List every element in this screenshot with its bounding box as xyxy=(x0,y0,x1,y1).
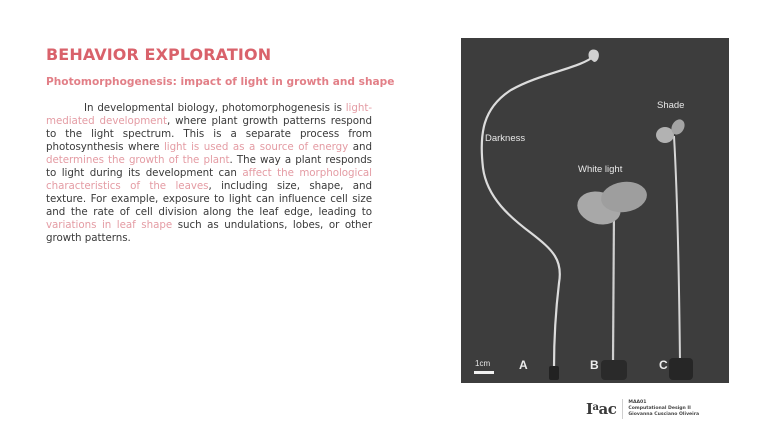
slide-subtitle: Photomorphogenesis: impact of light in growth and shape xyxy=(46,76,395,88)
seedlings-illustration xyxy=(461,38,729,383)
highlight-light-mediated-development: light-mediated development xyxy=(46,102,372,127)
logo-sup: a xyxy=(592,401,599,413)
label-white-light: White light xyxy=(578,164,623,175)
logo-letter: I xyxy=(586,399,593,418)
body-segment: , including size, shape, and texture. For example, exposure to light can influence cell size and the rate of cell division along the leaf edge, leading to xyxy=(46,180,372,218)
highlight-variations-leaf-shape: variations in leaf shape xyxy=(46,219,173,231)
course-name: Computational Design II xyxy=(628,405,691,411)
scale-bar xyxy=(474,371,494,374)
label-shade: Shade xyxy=(657,100,685,111)
seedling-photo xyxy=(461,38,729,383)
course-code: MAA01 xyxy=(628,399,647,405)
body-paragraph xyxy=(46,102,372,245)
footer-divider xyxy=(622,399,623,419)
logo-rest: ac xyxy=(598,399,617,418)
iaac-logo xyxy=(586,399,622,418)
body-segment: such as undulations, lobes, or other growth patterns. xyxy=(46,219,373,244)
highlight-light-source-of-energy: light is used as a source of energy xyxy=(163,141,349,153)
body-segment: . The way a plant responds to light during its development can xyxy=(46,154,372,179)
panel-letter-a: A xyxy=(519,358,528,372)
author-name: Giovanna Cusciano Oliveira xyxy=(628,412,700,418)
panel-letter-b: B xyxy=(590,358,599,372)
body-segment: , where plant growth patterns respond to the light spectrum. This is a separate process from photosynthesis where xyxy=(46,115,372,153)
body-segment: and xyxy=(348,141,372,153)
highlight-determines-growth: determines the growth of the plant xyxy=(46,154,230,166)
label-darkness: Darkness xyxy=(485,133,526,144)
slide-title: BEHAVIOR EXPLORATION xyxy=(46,45,272,64)
body-segment: In developmental biology, photomorphogenesis is xyxy=(84,102,346,114)
highlight-morphological-characteristics: affect the morphological characteristics of the leaves xyxy=(46,167,372,192)
panel-letter-c: C xyxy=(659,358,668,372)
scale-bar-label: 1cm xyxy=(475,359,491,368)
footer-text xyxy=(628,400,699,419)
footer-credits xyxy=(586,398,699,420)
